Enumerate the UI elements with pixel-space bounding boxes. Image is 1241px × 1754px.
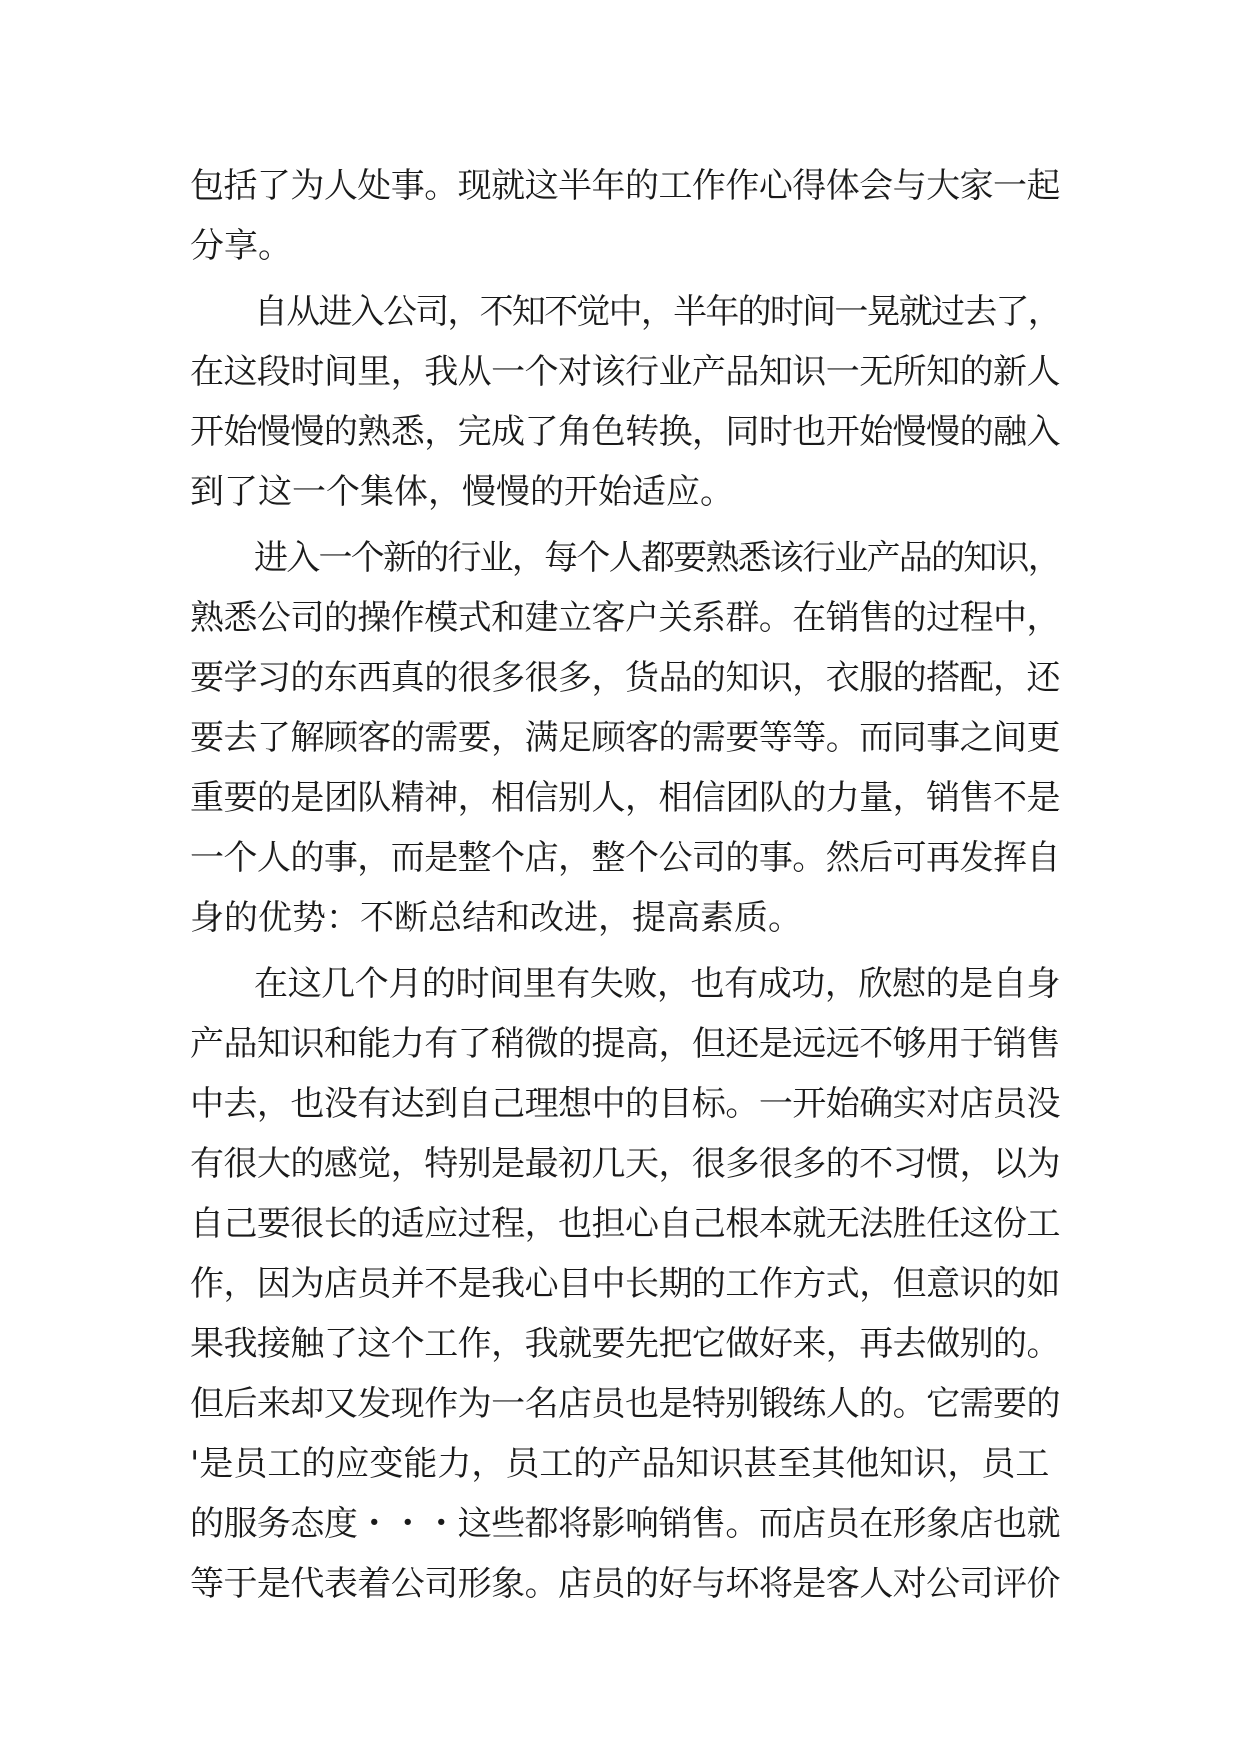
- text-line: 自从进入公司，不知不觉中，半年的时间一晃就过去了，: [254, 292, 1060, 332]
- text-line: 包括了为人处事。现就这半年的工作作心得体会与大家一起: [190, 166, 1060, 206]
- text-line: 中去，也没有达到自己理想中的目标。一开始确实对店员没: [190, 1084, 1060, 1124]
- text-line: 熟悉公司的操作模式和建立客户关系群。在销售的过程中，: [190, 598, 1060, 638]
- text-line: 到了这一个集体，慢慢的开始适应。: [190, 472, 734, 512]
- text-line: 进入一个新的行业，每个人都要熟悉该行业产品的知识，: [254, 538, 1060, 578]
- text-line: 果我接触了这个工作，我就要先把它做好来，再去做别的。: [190, 1324, 1060, 1364]
- text-line: '是员工的应变能力，员工的产品知识甚至其他知识，员工: [190, 1444, 1050, 1484]
- text-line: 开始慢慢的熟悉，完成了角色转换，同时也开始慢慢的融入: [190, 412, 1060, 452]
- text-line: 身的优势：不断总结和改进，提高素质。: [190, 898, 802, 938]
- text-line: 作，因为店员并不是我心目中长期的工作方式，但意识的如: [190, 1264, 1060, 1304]
- text-line: 一个人的事，而是整个店，整个公司的事。然后可再发挥自: [190, 838, 1060, 878]
- text-line: 重要的是团队精神，相信别人，相信团队的力量，销售不是: [190, 778, 1060, 818]
- text-line: 自己要很长的适应过程，也担心自己根本就无法胜任这份工: [190, 1204, 1060, 1244]
- body-text: [190, 156, 1060, 1614]
- text-line: 产品知识和能力有了稍微的提高，但还是远远不够用于销售: [190, 1024, 1060, 1064]
- text-line: 分享。: [190, 226, 292, 266]
- text-line: 要去了解顾客的需要，满足顾客的需要等等。而同事之间更: [190, 718, 1060, 758]
- text-line: 的服务态度・・・这些都将影响销售。而店员在形象店也就: [190, 1504, 1060, 1544]
- text-line: 有很大的感觉，特别是最初几天，很多很多的不习惯，以为: [190, 1144, 1060, 1184]
- text-line: 要学习的东西真的很多很多，货品的知识，衣服的搭配，还: [190, 658, 1060, 698]
- text-line: 但后来却又发现作为一名店员也是特别锻练人的。它需要的: [190, 1384, 1060, 1424]
- text-line: 等于是代表着公司形象。店员的好与坏将是客人对公司评价: [190, 1564, 1060, 1604]
- text-line: 在这段时间里，我从一个对该行业产品知识一无所知的新人: [190, 352, 1060, 392]
- text-line: 在这几个月的时间里有失败，也有成功，欣慰的是自身: [254, 964, 1060, 1004]
